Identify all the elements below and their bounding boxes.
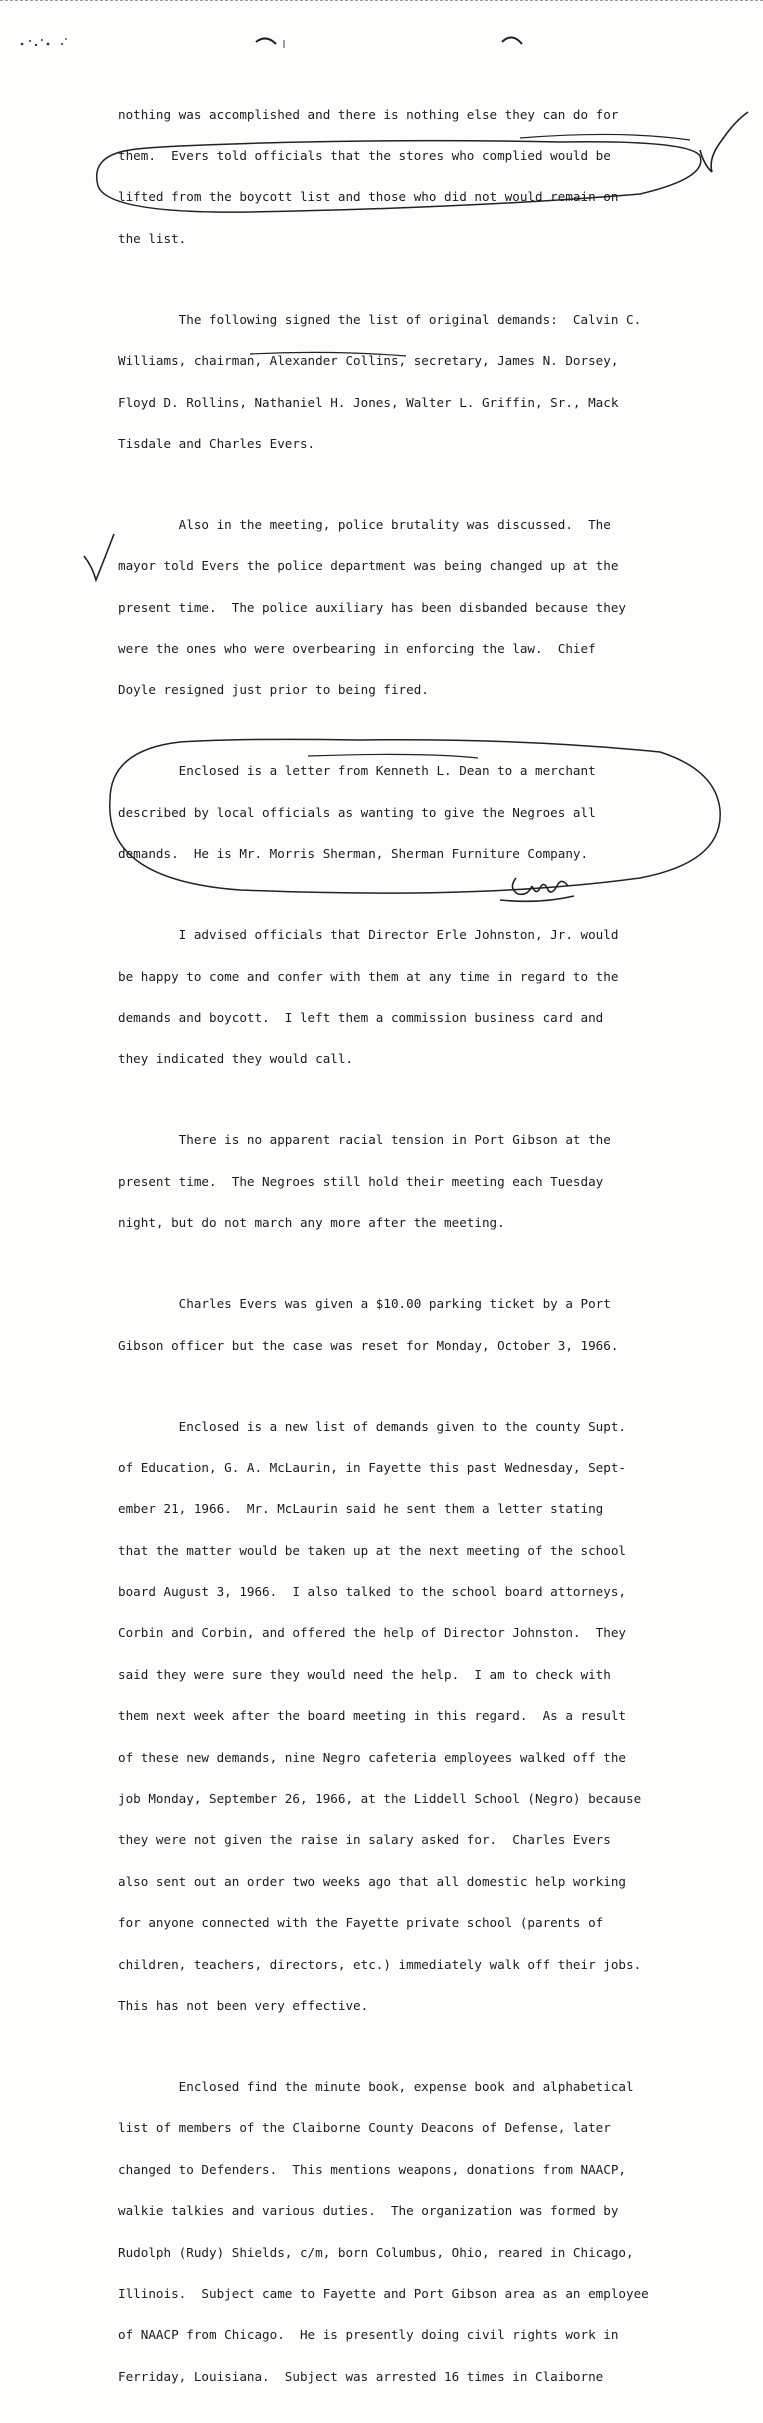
paragraph-dean-letter: Enclosed is a letter from Kenneth L. Dean to a merchant described by local officials as wanting to give the Negroes all demands. He is Mr. Morris Sherman, Sherman Furniture Company. bbox=[118, 763, 596, 862]
check-mark-left bbox=[84, 534, 114, 580]
paragraph-boycott: nothing was accomplished and there is nothing else they can do for them. Evers told officials that the stores who complied would be lifted from the boycott list and those who did not would remain on the list. bbox=[118, 106, 619, 246]
paragraph-deacons: Enclosed find the minute book, expense book and alphabetical list of members of the Claiborne County Deacons of Defense, later changed to Defenders. This mentions weapons, donations from NAACP, walkie talkies and various duties. The organization was formed by Rudolph (Rudy) Shields, c/m, born Columbus, Ohio, reared in Chicago, Illinois. Subject came to Fayette and Port Gibson area as an employee of NAACP from Chicago. He is presently doing civil rights work in Ferriday, Louisiana. Subject was arrested 16 times in Claiborne bbox=[118, 2078, 649, 2384]
paragraph-johnston: I advised officials that Director Erle Johnston, Jr. would be happy to come and confer with them at any time in regard to the demands and boycott. I left them a commission business card and they indicated they would call. bbox=[118, 927, 619, 1067]
memo-body bbox=[118, 80, 718, 2423]
paragraph-signers: The following signed the list of original demands: Calvin C. Williams, chairman, Alexander Collins, secretary, James N. Dorsey, Floyd D. Rollins, Nathaniel H. Jones, Walter L. Griffin, Sr., Mack Tisdale and Charles Evers. bbox=[118, 311, 642, 451]
paragraph-parking-ticket: Charles Evers was given a $10.00 parking ticket by a Port Gibson officer but the case was reset for Monday, October 3, 1966. bbox=[118, 1296, 619, 1353]
top-specks bbox=[21, 38, 67, 46]
hole-arc-right bbox=[502, 37, 522, 44]
paragraph-police: Also in the meeting, police brutality was discussed. The mayor told Evers the police department was being changed up at the present time. The police auxiliary has been disbanded because they were the ones who were overbearing in enforcing the law. Chief Doyle resigned just prior to being fired. bbox=[118, 516, 626, 698]
paragraph-school-demands: Enclosed is a new list of demands given to the county Supt. of Education, G. A. McLaurin, in Fayette this past Wednesday, Sept- ember 21, 1966. Mr. McLaurin said he sent them a letter stating that the matter would be taken up at the next meeting of the school board August 3, 1966. I also talked to the school board attorneys, Corbin and Corbin, and offered the help of Director Johnston. They said they were sure they would need the help. I am to check with them next week after the board meeting in this regard. As a result of these new demands, nine Negro cafeteria employees walked off the job Monday, September 26, 1966, at the Liddell School (Negro) because they were not given the raise in salary asked for. Charles Evers also sent out an order two weeks ago that all domestic help working for anyone connected with the Fayette private school (parents of children, teachers, directors, etc.) immediately walk off their jobs. This has not been very effective. bbox=[118, 1418, 642, 2013]
page-edge bbox=[0, 0, 763, 5]
paragraph-tension: There is no apparent racial tension in Port Gibson at the present time. The Negroes still hold their meeting each Tuesday night, but do not march any more after the meeting. bbox=[118, 1132, 611, 1231]
hole-arc-left bbox=[256, 38, 276, 44]
